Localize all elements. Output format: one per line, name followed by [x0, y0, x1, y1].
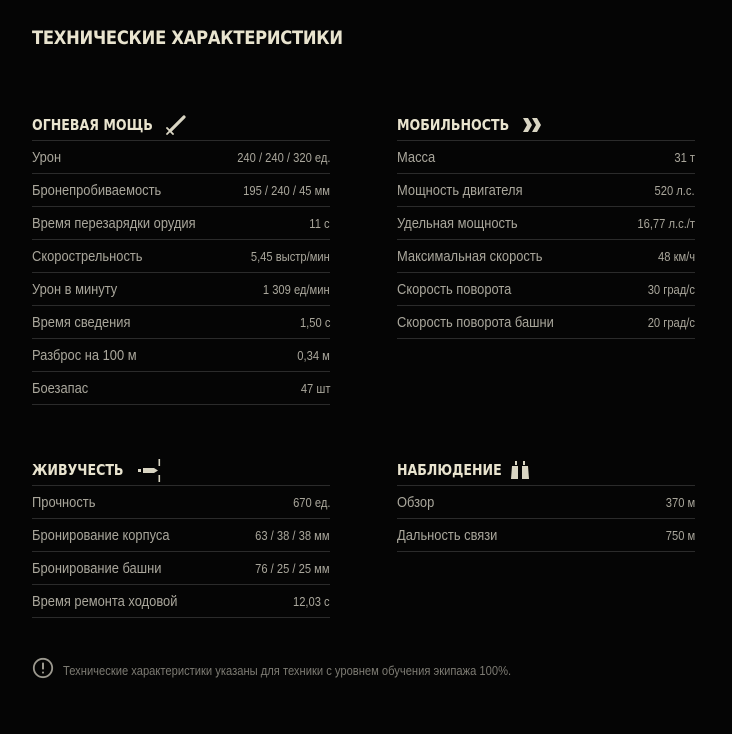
section-mobility — [397, 110, 695, 339]
stat-row — [32, 519, 330, 552]
stat-label: Мощность двигателя — [397, 181, 523, 199]
stat-label: Время сведения — [32, 313, 131, 331]
stat-label: Обзор — [397, 493, 435, 511]
stat-label: Скорость поворота — [397, 280, 512, 298]
stat-label: Время ремонта ходовой — [32, 592, 178, 610]
stat-label: Разброс на 100 м — [32, 346, 137, 364]
stat-row — [32, 585, 330, 618]
info-exclamation-icon — [32, 657, 54, 684]
section-firepower — [32, 110, 330, 405]
section-title: ОГНЕВАЯ МОЩЬ — [32, 116, 153, 134]
stat-value: 16,77 л.с./т — [637, 215, 695, 231]
footnote — [32, 657, 584, 684]
binoculars-icon — [507, 458, 533, 482]
stat-label: Скорострельность — [32, 247, 143, 265]
stat-value: 1,50 с — [299, 314, 330, 330]
stat-row — [32, 306, 330, 339]
stat-label: Удельная мощность — [397, 214, 518, 232]
stat-value: 670 ед. — [292, 494, 330, 510]
shell-armor-icon — [136, 456, 166, 484]
stat-label: Бронирование корпуса — [32, 526, 170, 544]
stat-label: Боезапас — [32, 379, 89, 397]
stat-row — [397, 519, 695, 552]
stat-label: Максимальная скорость — [397, 247, 543, 265]
stat-row — [32, 273, 330, 306]
section-title: НАБЛЮДЕНИЕ — [397, 461, 502, 479]
stat-label: Бронирование башни — [32, 559, 162, 577]
stat-row — [32, 372, 330, 405]
stat-value: 370 м — [665, 494, 695, 510]
double-chevron-icon — [521, 115, 545, 135]
section-header — [32, 455, 330, 486]
stat-row — [32, 207, 330, 240]
stat-value: 11 с — [309, 215, 330, 231]
stat-row — [397, 273, 695, 306]
section-header — [397, 455, 695, 486]
stat-row — [32, 141, 330, 174]
stat-value: 0,34 м — [297, 347, 330, 363]
stat-row — [397, 174, 695, 207]
stat-row — [32, 552, 330, 585]
stat-label: Масса — [397, 148, 436, 166]
stat-value: 520 л.с. — [654, 182, 695, 198]
stat-value: 48 км/ч — [657, 248, 695, 264]
page-title: ТЕХНИЧЕСКИЕ ХАРАКТЕРИСТИКИ — [32, 27, 343, 49]
stat-row — [32, 174, 330, 207]
stat-label: Бронепробиваемость — [32, 181, 162, 199]
stat-row — [397, 207, 695, 240]
stat-row — [32, 339, 330, 372]
stat-value: 47 шт — [300, 380, 330, 396]
section-header — [32, 110, 330, 141]
stat-value: 750 м — [665, 527, 695, 543]
stat-label: Дальность связи — [397, 526, 498, 544]
stat-value: 31 т — [674, 149, 695, 165]
section-survivability — [32, 455, 330, 618]
stat-label: Скорость поворота башни — [397, 313, 554, 331]
sword-icon — [163, 112, 189, 138]
stat-value: 195 / 240 / 45 мм — [243, 182, 330, 198]
stat-label: Урон в минуту — [32, 280, 118, 298]
stat-value: 20 град/с — [647, 314, 695, 330]
stat-value: 76 / 25 / 25 мм — [255, 560, 330, 576]
section-title: ЖИВУЧЕСТЬ — [32, 461, 124, 479]
stat-label: Урон — [32, 148, 62, 166]
section-header — [397, 110, 695, 141]
stat-value: 12,03 с — [293, 593, 330, 609]
section-title: МОБИЛЬНОСТЬ — [397, 116, 510, 134]
stat-row — [397, 486, 695, 519]
section-observation — [397, 455, 695, 552]
stat-value: 63 / 38 / 38 мм — [255, 527, 330, 543]
stat-row — [397, 141, 695, 174]
stat-label: Прочность — [32, 493, 96, 511]
stat-value: 240 / 240 / 320 ед. — [236, 149, 330, 165]
stat-row — [397, 306, 695, 339]
stat-value: 30 град/с — [647, 281, 695, 297]
stat-value: 1 309 ед/мин — [263, 281, 330, 297]
stat-row — [32, 486, 330, 519]
stat-label: Время перезарядки орудия — [32, 214, 196, 232]
stat-row — [32, 240, 330, 273]
footnote-text: Технические характеристики указаны для техники с уровнем обучения экипажа 100%. — [63, 663, 512, 678]
stat-value: 5,45 выстр/мин — [251, 248, 330, 264]
stat-row — [397, 240, 695, 273]
